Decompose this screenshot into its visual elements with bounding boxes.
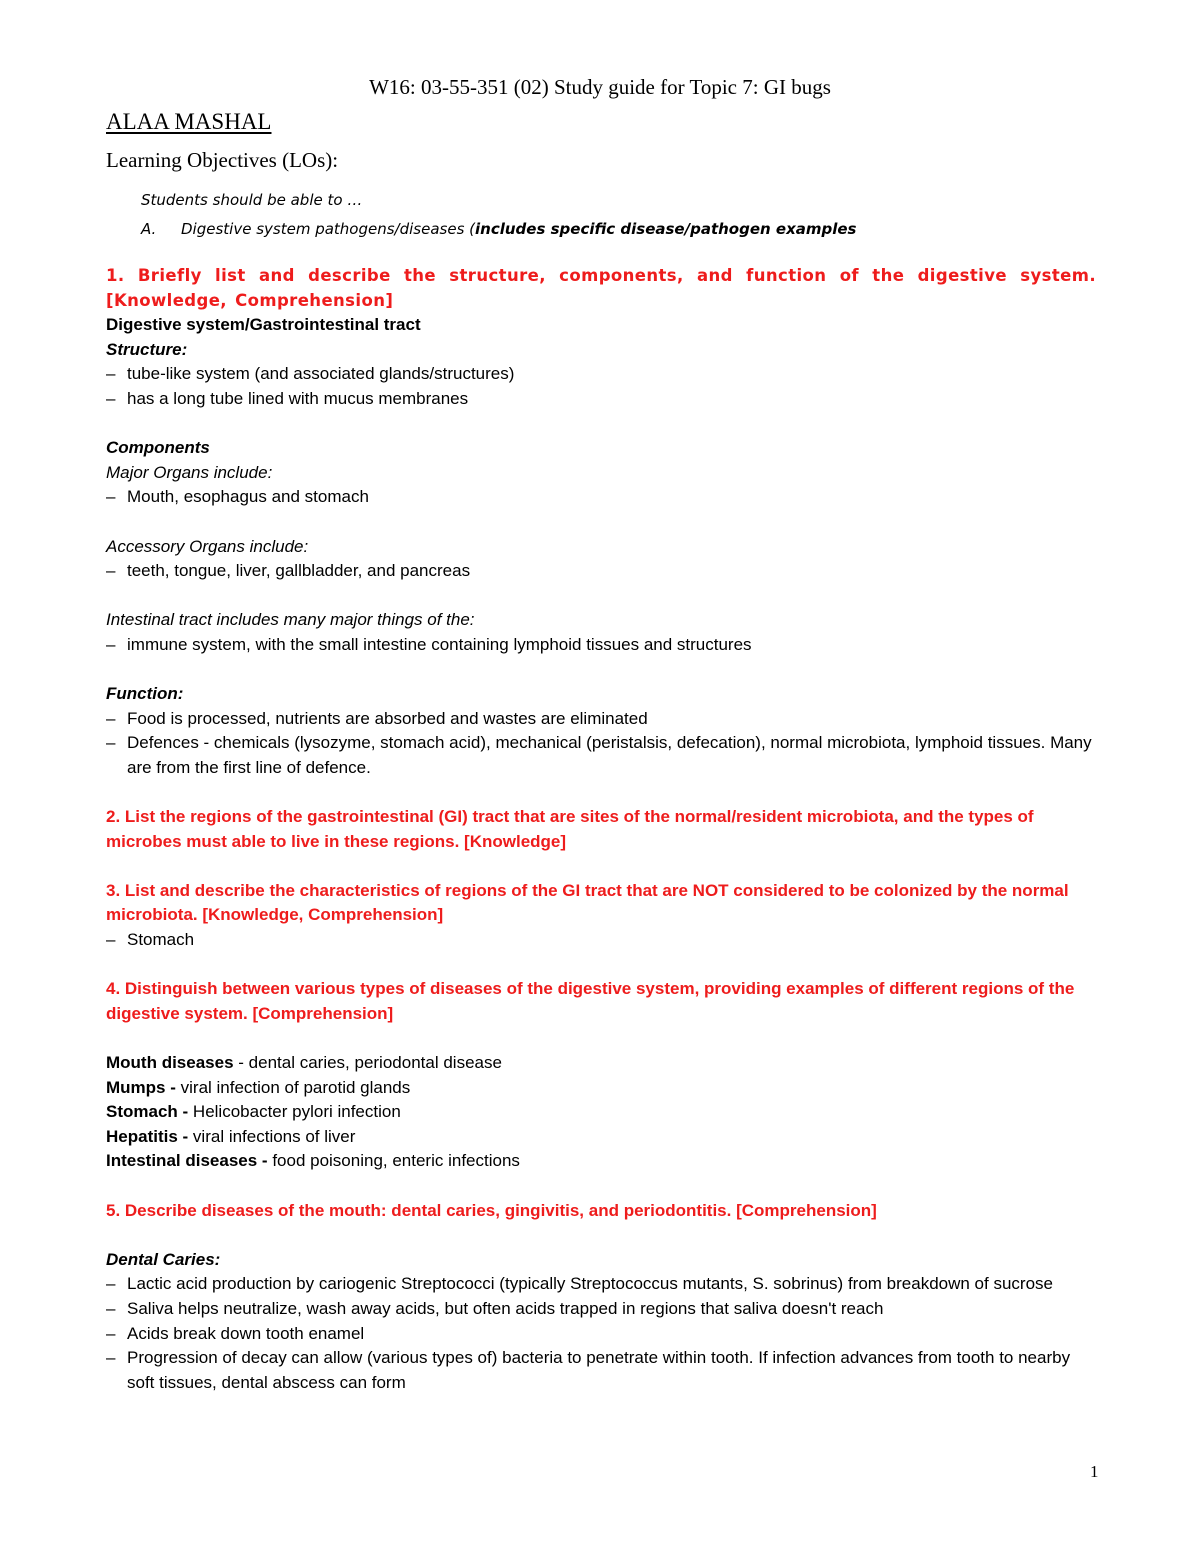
disease-desc: food poisoning, enteric infections: [272, 1151, 520, 1171]
q3-list: [106, 928, 1096, 953]
dental-caries-heading: Dental Caries:: [106, 1249, 221, 1269]
q1-subtitle: Digestive system/Gastrointestinal tract: [106, 315, 421, 335]
function-list: [106, 707, 1096, 781]
disease-row: [106, 1125, 1096, 1150]
structure-heading: Structure:: [106, 339, 188, 359]
question-1: 1. Briefly list and describe the structure, components, and function of the digestive system. [Knowledge, Comprehension]: [106, 266, 1096, 310]
disease-sep: -: [233, 1053, 249, 1072]
page-number: 1: [1090, 1462, 1099, 1481]
learning-objectives-heading: Learning Objectives (LOs):: [106, 148, 339, 172]
disease-desc: Helicobacter pylori infection: [192, 1102, 401, 1122]
major-organs-label: Major Organs include:: [106, 462, 273, 482]
list-item: – teeth, tongue, liver, gallbladder, and pancreas: [127, 559, 1096, 584]
list-item: – Stomach: [127, 928, 1096, 953]
disease-term: Stomach -: [106, 1102, 189, 1122]
intestinal-tract-list: [106, 633, 1096, 658]
disease-term: Mouth diseases: [106, 1053, 234, 1072]
list-item: – Defences - chemicals (lysozyme, stomach acid), mechanical (peristalsis, defecation), normal microbiota, lymphoid tissues. Many are from the first line of defence.: [127, 731, 1096, 780]
author-name: ALAA MASHAL: [106, 109, 272, 134]
disease-term: Hepatitis -: [106, 1126, 189, 1146]
question-4: 4. Distinguish between various types of diseases of the digestive system, providing examples of different regions of the digestive system. [Comprehension]: [106, 979, 1075, 1023]
section-a-text: Digestive system pathogens/diseases (: [181, 220, 476, 238]
accessory-organs-list: [106, 559, 1096, 584]
intestinal-tract-label: Intestinal tract includes many major things of the:: [106, 610, 475, 630]
structure-list: [106, 362, 1096, 411]
components-heading: Components: [106, 438, 210, 458]
list-item: – has a long tube lined with mucus membranes: [127, 387, 1096, 412]
list-item: – Saliva helps neutralize, wash away acids, but often acids trapped in regions that saliva doesn't reach: [127, 1297, 1096, 1322]
list-item: – Lactic acid production by cariogenic Streptococci (typically Streptococcus mutants, S. sobrinus) from breakdown of sucrose: [127, 1272, 1096, 1297]
list-item: – Food is processed, nutrients are absorbed and wastes are eliminated: [127, 707, 1096, 732]
section-a-heading: [141, 219, 857, 239]
question-3: 3. List and describe the characteristics of regions of the GI tract that are NOT considered to be colonized by the normal microbiota. [Knowledge, Comprehension]: [106, 880, 1069, 925]
list-item: – Mouth, esophagus and stomach: [127, 485, 1096, 510]
list-item: – tube-like system (and associated glands/structures): [127, 362, 1096, 387]
dental-caries-list: [106, 1272, 1096, 1395]
question-2: 2. List the regions of the gastrointestinal (GI) tract that are sites of the normal/resident microbiota, and the types of microbes must able to live in these regions. [Knowledge]: [106, 807, 1034, 851]
intro-text: Students should be able to …: [141, 191, 363, 209]
question-5: 5. Describe diseases of the mouth: dental caries, gingivitis, and periodontitis. [Comprehension]: [106, 1200, 877, 1220]
list-item: – Progression of decay can allow (various types of) bacteria to penetrate within tooth. If infection advances from tooth to nearby soft tissues, dental abscess can form: [127, 1346, 1096, 1395]
document-title: W16: 03-55-351 (02) Study guide for Topic 7: GI bugs: [369, 75, 831, 99]
function-heading: Function:: [106, 684, 184, 704]
section-a-text-bold: includes specific disease/pathogen examples: [475, 220, 857, 238]
section-a-letter: A.: [141, 220, 157, 238]
disease-row: [106, 1100, 1096, 1125]
disease-desc: dental caries, periodontal disease: [248, 1053, 502, 1072]
disease-row: [106, 1051, 1096, 1076]
disease-desc: viral infection of parotid glands: [180, 1077, 411, 1097]
major-organs-list: [106, 485, 1096, 510]
disease-term: Mumps -: [106, 1077, 176, 1097]
disease-row: [106, 1149, 1096, 1174]
disease-desc: viral infections of liver: [192, 1126, 356, 1146]
list-item: – immune system, with the small intestine containing lymphoid tissues and structures: [127, 633, 1096, 658]
list-item: – Acids break down tooth enamel: [127, 1322, 1096, 1347]
disease-term: Intestinal diseases -: [106, 1151, 268, 1171]
disease-row: [106, 1076, 1096, 1101]
document-body: [106, 264, 1096, 1395]
accessory-organs-label: Accessory Organs include:: [106, 536, 309, 556]
